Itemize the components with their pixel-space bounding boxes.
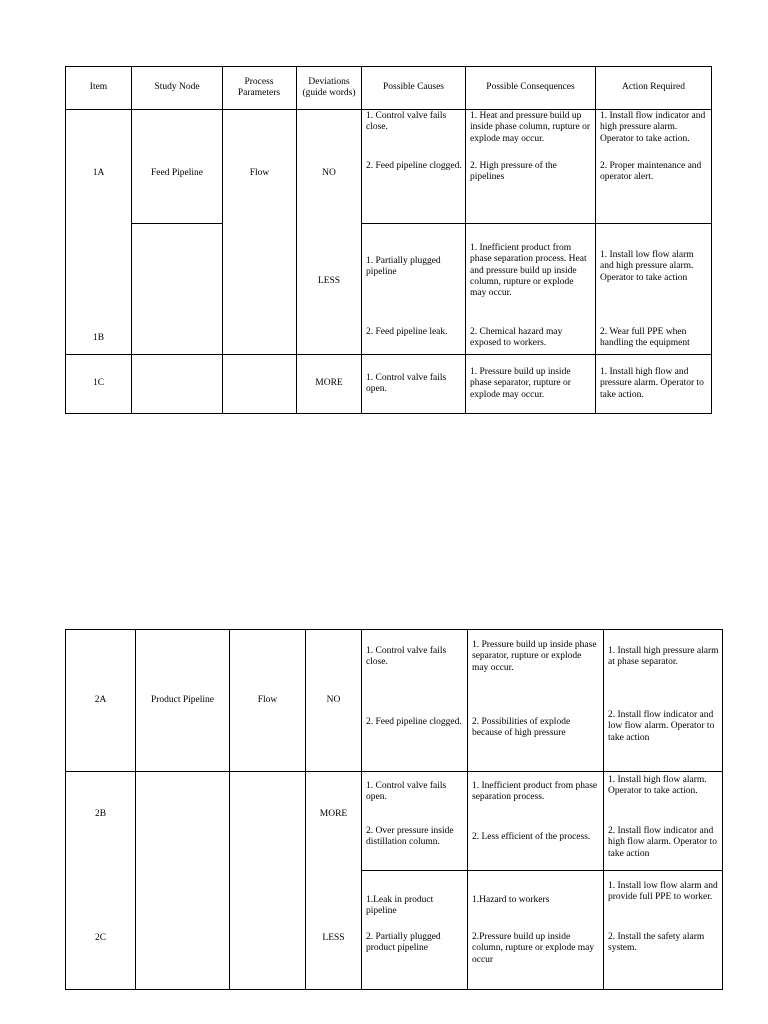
table1-border-bottom	[65, 413, 712, 414]
action-2a-2: 2. Install flow indicator and low flow alarm. Operator to take action	[608, 710, 715, 743]
consequence-2c-1: 1.Hazard to workers	[472, 895, 550, 905]
action-2c-1: 1. Install low flow alarm and provide full PPE to worker.	[608, 881, 718, 903]
cause-2c-2: 2. Partially plugged product pipeline	[366, 932, 441, 954]
consequence-2a-2: 2. Possibilities of explode because of high pressure	[472, 717, 571, 739]
consequence-1a-2: 2. High pressure of the pipelines	[470, 161, 557, 183]
header-possible-consequences: Possible Consequences	[486, 82, 575, 93]
parameter-flow: Flow	[249, 168, 270, 179]
action-2a-1: 1. Install high pressure alarm at phase separator.	[608, 646, 719, 668]
table2-border-top	[65, 629, 723, 630]
action-2b-2: 2. Install flow indicator and high flow alarm. Operator to take action	[608, 826, 717, 859]
action-1a-1: 1. Install flow indicator and high pressure alarm. Operator to take action.	[600, 111, 706, 144]
header-process-parameters: Process Parameters	[237, 76, 281, 98]
cause-2a-2: 2. Feed pipeline clogged.	[366, 717, 462, 727]
table2-col-line	[722, 629, 723, 990]
action-1c-1: 1. Install high flow and pressure alarm. Operator to take action.	[600, 367, 704, 400]
item-1a: 1A	[92, 168, 105, 179]
cause-1b-1: 1. Partially plugged pipeline	[366, 256, 441, 278]
action-1b-2: 2. Wear full PPE when handling the equipment	[600, 327, 690, 349]
table2-col-line	[229, 629, 230, 990]
header-study-node: Study Node	[154, 82, 200, 93]
table2-row2b-bottom	[361, 870, 723, 871]
cause-2b-2: 2. Over pressure inside distillation column.	[366, 826, 454, 848]
header-possible-causes: Possible Causes	[383, 82, 444, 93]
table1-col-line	[711, 66, 712, 414]
cause-2a-1: 1. Control valve fails close.	[366, 646, 447, 668]
table1-node-divider	[131, 223, 223, 224]
consequence-1a-1: 1. Heat and pressure build up inside phase column, rupture or explode may occur.	[470, 111, 591, 144]
study-node-product-pipeline: Product Pipeline	[150, 695, 215, 706]
table2-row2a-bottom	[65, 771, 723, 772]
table1-row1b-bottom	[65, 354, 712, 355]
action-2c-2: 2. Install the safety alarm system.	[608, 932, 705, 954]
deviation-less: LESS	[317, 276, 341, 287]
deviation-no: NO	[322, 168, 336, 179]
study-node-feed-pipeline: Feed Pipeline	[151, 168, 203, 179]
item-1b: 1B	[92, 333, 105, 344]
table1-row1a-bottom	[361, 223, 712, 224]
item-2b: 2B	[94, 809, 107, 820]
consequence-2a-1: 1. Pressure build up inside phase separator, rupture or explode may occur.	[472, 640, 597, 673]
table1-col-line	[65, 66, 66, 414]
action-1b-1: 1. Install low flow alarm and high pressure alarm. Operator to take action	[600, 250, 694, 283]
consequence-1b-2: 2. Chemical hazard may exposed to workers.	[470, 327, 563, 349]
table1-col-line	[131, 66, 132, 414]
table1-header-bottom	[65, 109, 712, 110]
cause-2b-1: 1. Control valve fails open.	[366, 781, 447, 803]
action-1a-2: 2. Proper maintenance and operator alert.	[600, 161, 702, 183]
consequence-1c-1: 1. Pressure build up inside phase separator, rupture or explode may occur.	[470, 367, 571, 400]
deviation-more: MORE	[315, 378, 343, 389]
deviation-no: NO	[326, 695, 341, 706]
consequence-2b-2: 2. Less efficient of the process.	[472, 832, 591, 842]
item-2c: 2C	[94, 933, 107, 944]
cause-2c-1: 1.Leak in product pipeline	[366, 895, 434, 917]
cause-1b-2: 2. Feed pipeline leak.	[366, 327, 448, 337]
header-action-required: Action Required	[621, 82, 686, 93]
item-2a: 2A	[94, 695, 107, 706]
action-2b-1: 1. Install high flow alarm. Operator to take action.	[608, 775, 707, 797]
cause-1a-1: 1. Control valve fails close.	[366, 111, 447, 133]
parameter-flow: Flow	[257, 695, 278, 706]
table2-col-line	[135, 629, 136, 990]
consequence-2c-2: 2.Pressure build up inside column, rupture or explode may occur	[472, 932, 595, 965]
table2-border-bottom	[65, 989, 723, 990]
deviation-more: MORE	[319, 809, 348, 820]
cause-1c-1: 1. Control valve fails open.	[366, 373, 447, 395]
table1-col-line	[222, 66, 223, 414]
header-item: Item	[89, 82, 108, 93]
table1-col-line	[296, 66, 297, 414]
item-1c: 1C	[92, 378, 105, 389]
cause-1a-2: 2. Feed pipeline clogged.	[366, 161, 462, 171]
header-deviations: Deviations (guide words)	[302, 76, 356, 98]
consequence-1b-1: 1. Inefficient product from phase separation process. Heat and pressure build up inside column, rupture or explode may occur.	[470, 243, 587, 299]
deviation-less: LESS	[322, 933, 345, 944]
consequence-2b-1: 1. Inefficient product from phase separation process.	[472, 781, 598, 803]
